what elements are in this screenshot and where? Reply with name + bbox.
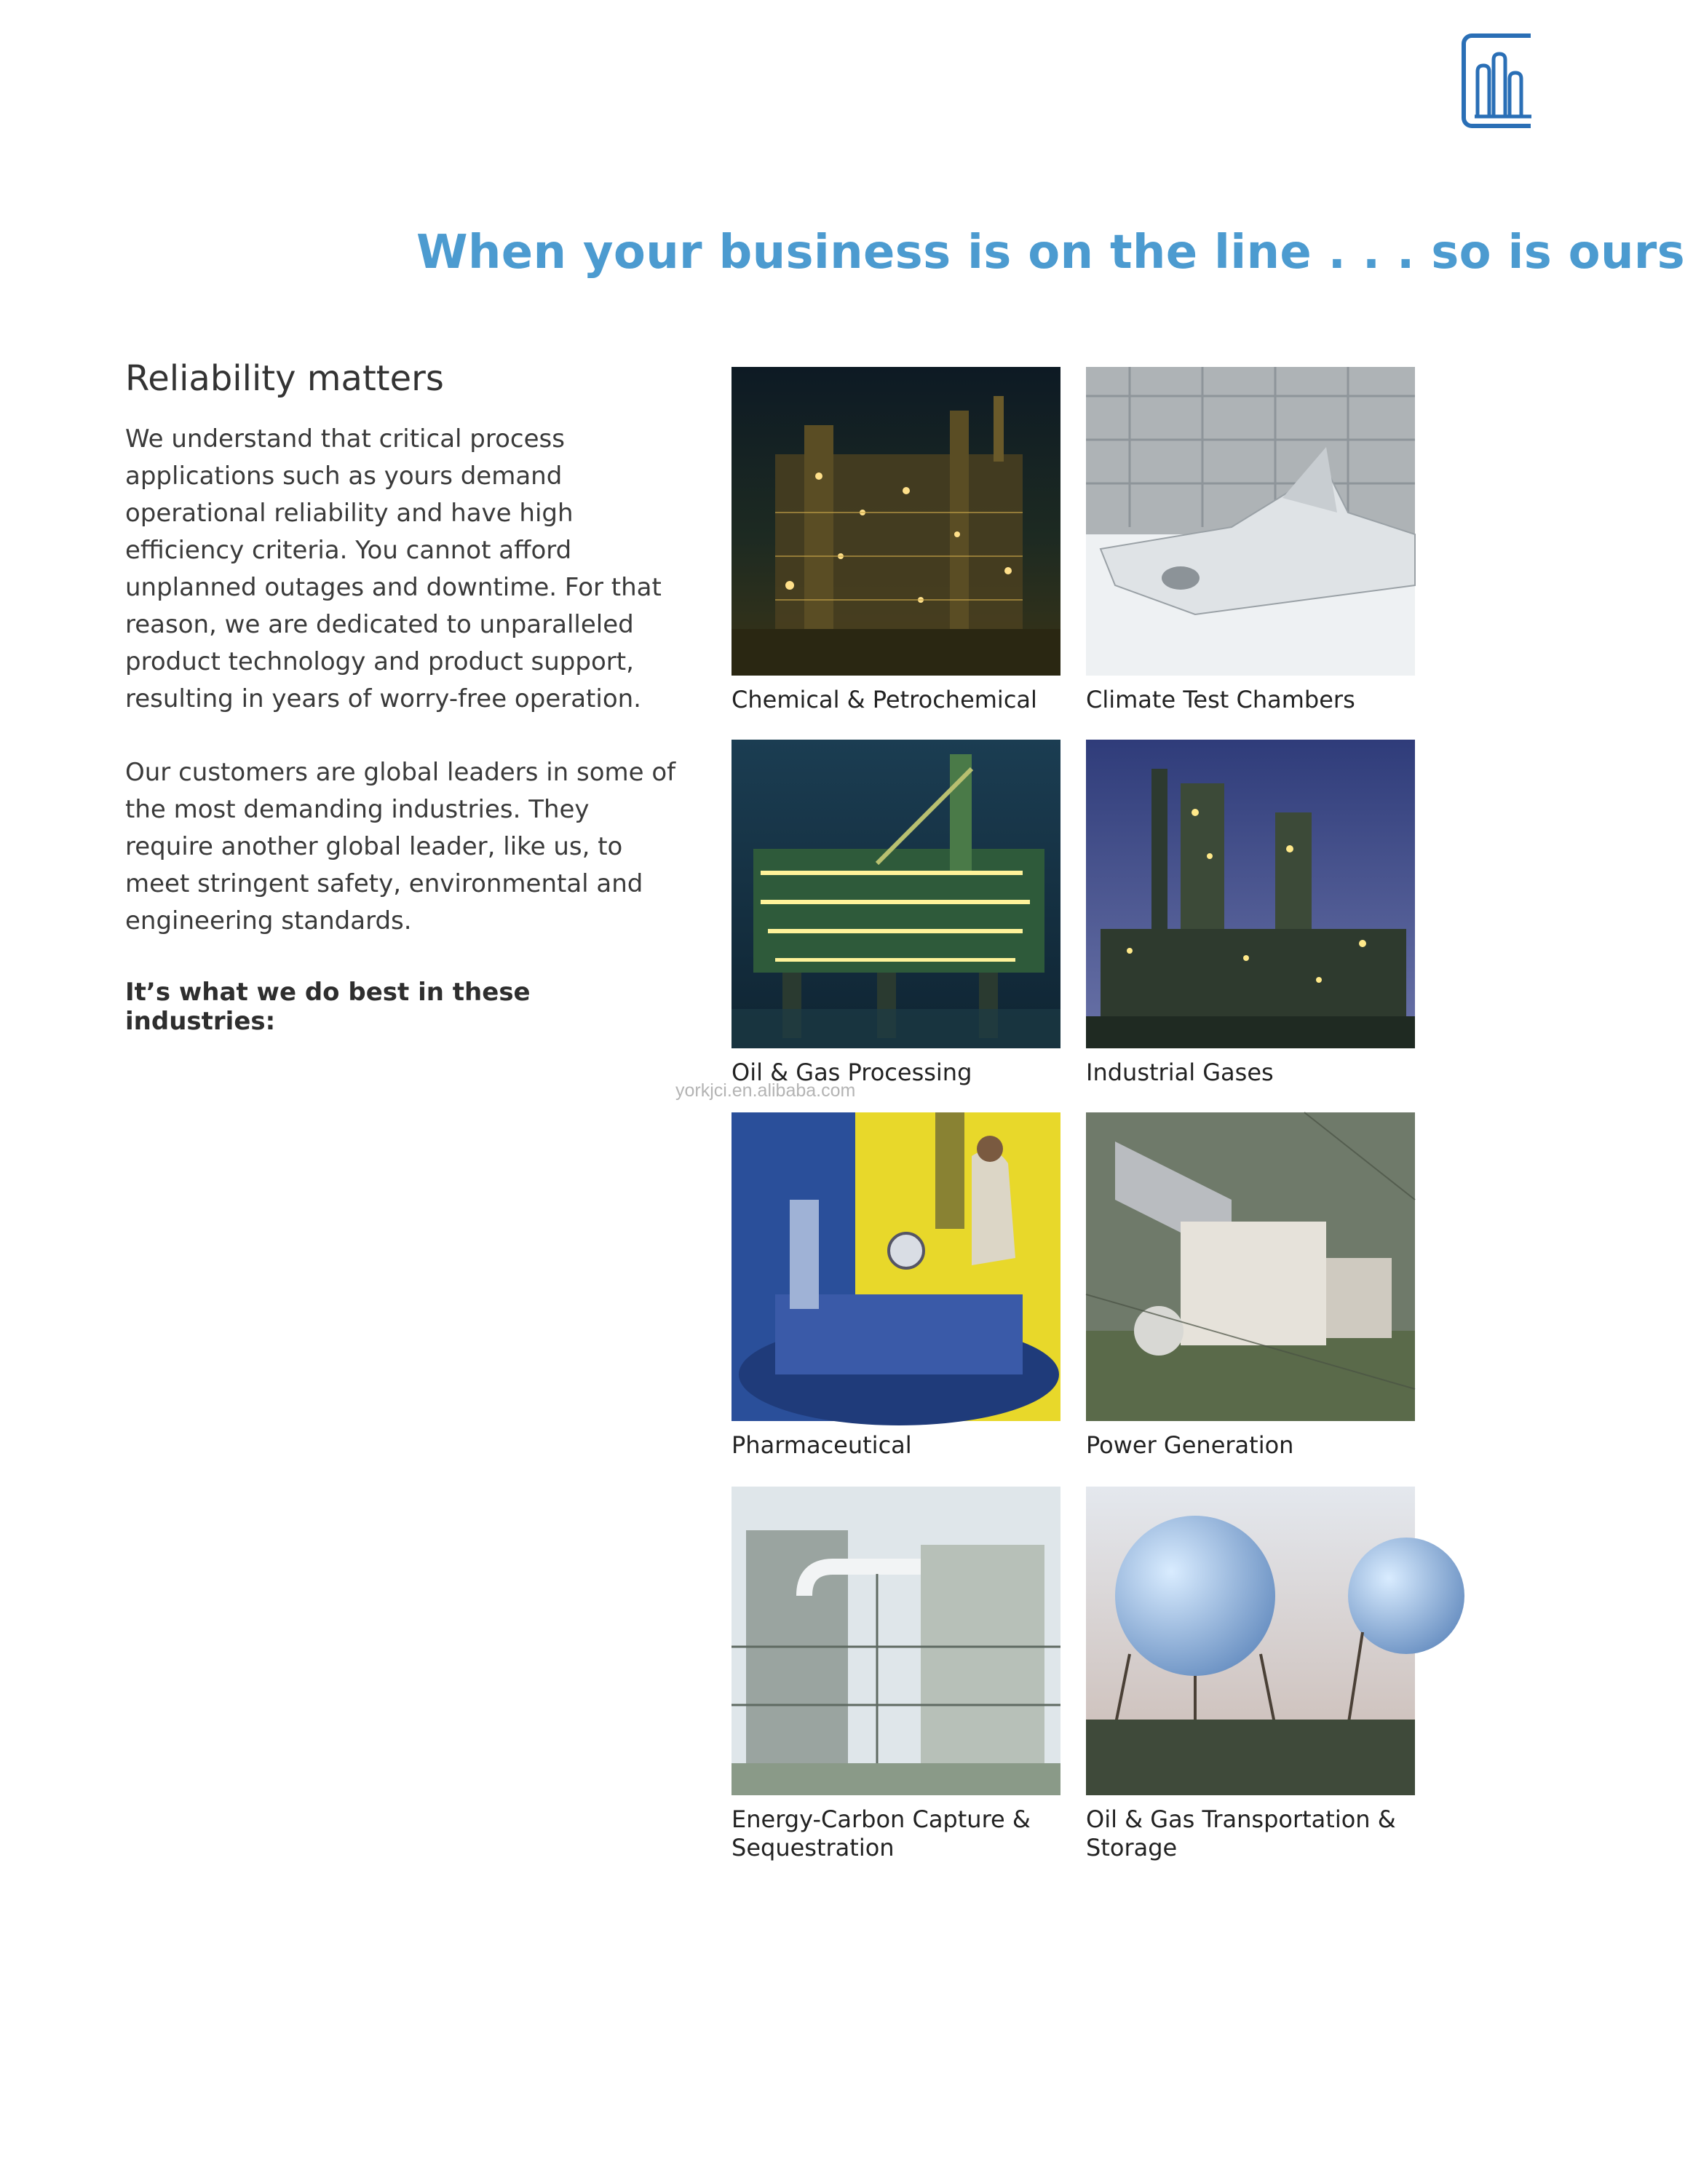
industries-tagline: It’s what we do best in these industries: <box>125 978 531 1036</box>
intro-paragraph: We understand that critical process applications such as yours demand operational reliability and have high efficiency criteria. You cannot afford unplanned outages and downtime. For that reason, we are dedicated to unparalleled product technology and product support, resulting in years of worry-free operation. <box>125 424 662 713</box>
pharma-lab-photo <box>732 1112 1060 1421</box>
gas-storage-spheres-photo <box>1086 1487 1415 1795</box>
industry-caption: Climate Test Chambers <box>1086 686 1355 713</box>
industry-tile-industrial-gases <box>1086 740 1415 1087</box>
intro-column <box>125 358 678 1036</box>
intro-paragraph: Our customers are global leaders in some of the most demanding industries. They require another global leader, like us, to meet stringent safety, environmental and engineering standards. <box>125 758 676 935</box>
industry-caption: Energy-Carbon Capture & Sequestration <box>732 1805 1031 1861</box>
building-logo-icon <box>1475 50 1533 119</box>
industry-tile-carbon-capture <box>732 1487 1060 1862</box>
industry-caption: Power Generation <box>1086 1431 1294 1459</box>
industry-caption: Oil & Gas Processing <box>732 1059 972 1086</box>
industry-tile-oil-gas-processing <box>732 740 1060 1087</box>
offshore-platform-photo <box>732 740 1060 1048</box>
industry-caption: Industrial Gases <box>1086 1059 1274 1086</box>
industry-tile-chemical <box>732 367 1060 714</box>
power-plant-photo <box>1086 1112 1415 1421</box>
industry-caption: Pharmaceutical <box>732 1431 912 1459</box>
page-headline: When your business is on the line . . . so is ours <box>416 226 1685 280</box>
industry-tile-pharmaceutical <box>732 1112 1060 1460</box>
industry-caption: Chemical & Petrochemical <box>732 686 1037 713</box>
climate-chamber-photo <box>1086 367 1415 676</box>
gas-plant-photo <box>1086 740 1415 1048</box>
brand-logo <box>1462 33 1531 128</box>
industry-caption: Oil & Gas Transportation & Storage <box>1086 1805 1396 1861</box>
watermark-text: yorkjci.en.alibaba.com <box>675 1080 856 1101</box>
carbon-capture-plant-photo <box>732 1487 1060 1795</box>
section-title: Reliability matters <box>125 358 444 399</box>
industry-tile-power-generation <box>1086 1112 1415 1460</box>
chemical-plant-photo <box>732 367 1060 676</box>
industry-tile-oil-gas-storage <box>1086 1487 1415 1862</box>
industry-tile-climate <box>1086 367 1415 714</box>
